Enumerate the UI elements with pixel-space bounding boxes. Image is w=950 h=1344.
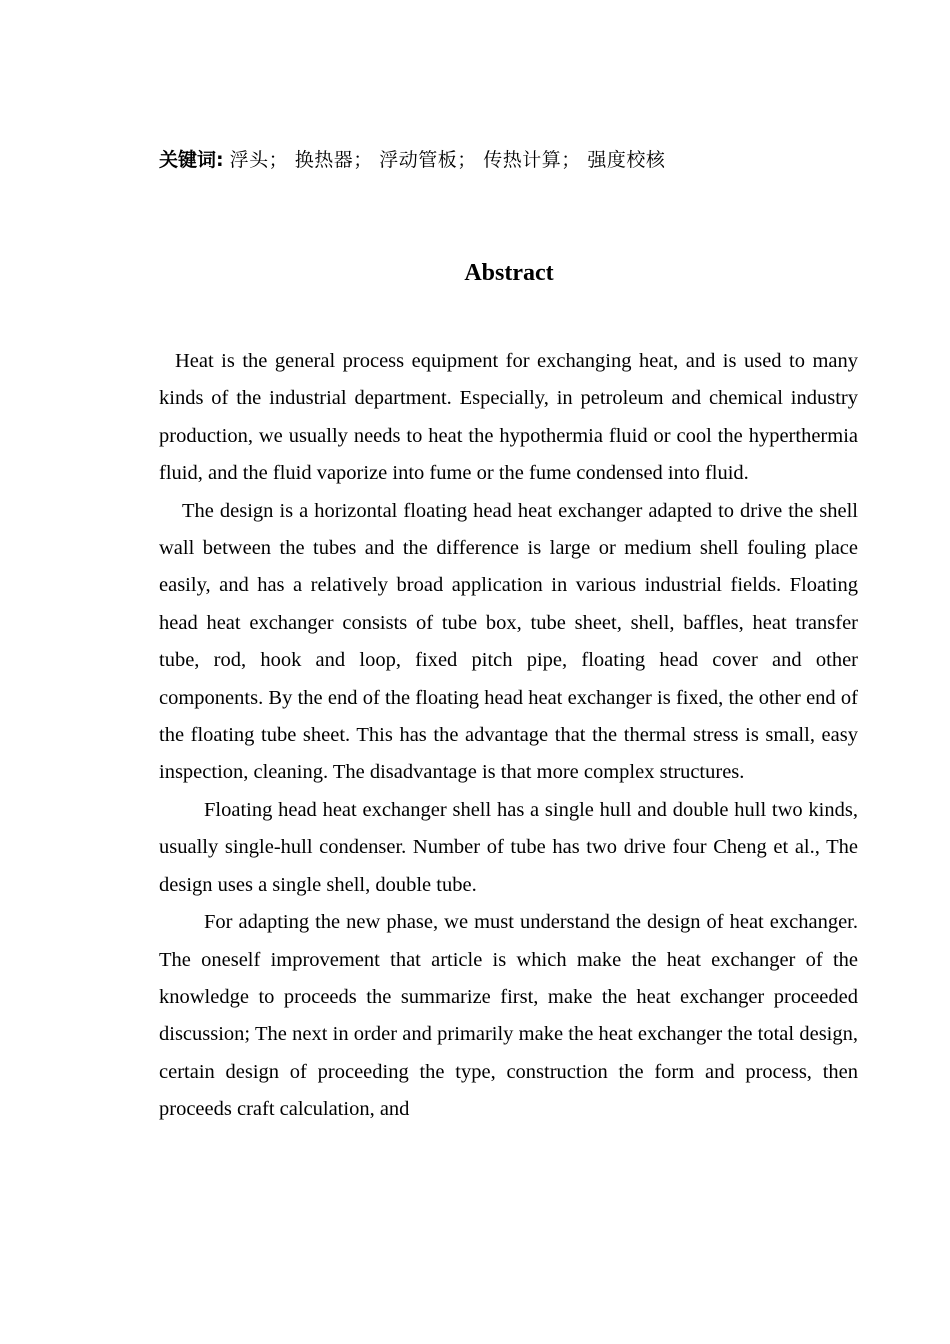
abstract-paragraph-1: Heat is the general process equipment for exchanging heat, and is used to many kinds of the industrial department. Especially, in petroleum and chemical industry production, we usually needs to heat the hypothermia fluid or cool the hyperthermia fluid, and the fluid vaporize into fume or the fume condensed into fluid. [159,350,858,485]
keywords-terms: 浮头； 换热器； 浮动管板； 传热计算； 强度校核 [229,149,666,171]
keywords-label: 关键词: [159,149,224,171]
abstract-heading: Abstract [464,260,554,286]
keywords-line [159,146,859,174]
abstract-paragraph-4: For adapting the new phase, we must understand the design of heat exchanger. The oneself improvement that article is which make the heat exchanger of the knowledge to proceeds the summarize first, make the heat exchanger proceeded discussion; The next in order and primarily make the heat exchanger the total design, certain design of proceeding the type, construction the form and process, then proceeds craft calculation, and [159,911,858,1121]
abstract-paragraph-2: The design is a horizontal floating head heat exchanger adapted to drive the shell wall between the tubes and the difference is large or medium shell fouling place easily, and has a relatively broad application in various industrial fields. Floating head heat exchanger consists of tube box, tube sheet, shell, baffles, heat transfer tube, rod, hook and loop, fixed pitch pipe, floating head cover and other components. By the end of the floating head heat exchanger is fixed, the other end of the floating tube sheet. This has the advantage that the thermal stress is small, easy inspection, cleaning. The disadvantage is that more complex structures. [159,499,858,784]
abstract-paragraph-3: Floating head heat exchanger shell has a single hull and double hull two kinds, usually single-hull condenser. Number of tube has two drive four Cheng et al., The design uses a single shell, double tube. [159,798,858,896]
abstract-body [159,343,858,1129]
